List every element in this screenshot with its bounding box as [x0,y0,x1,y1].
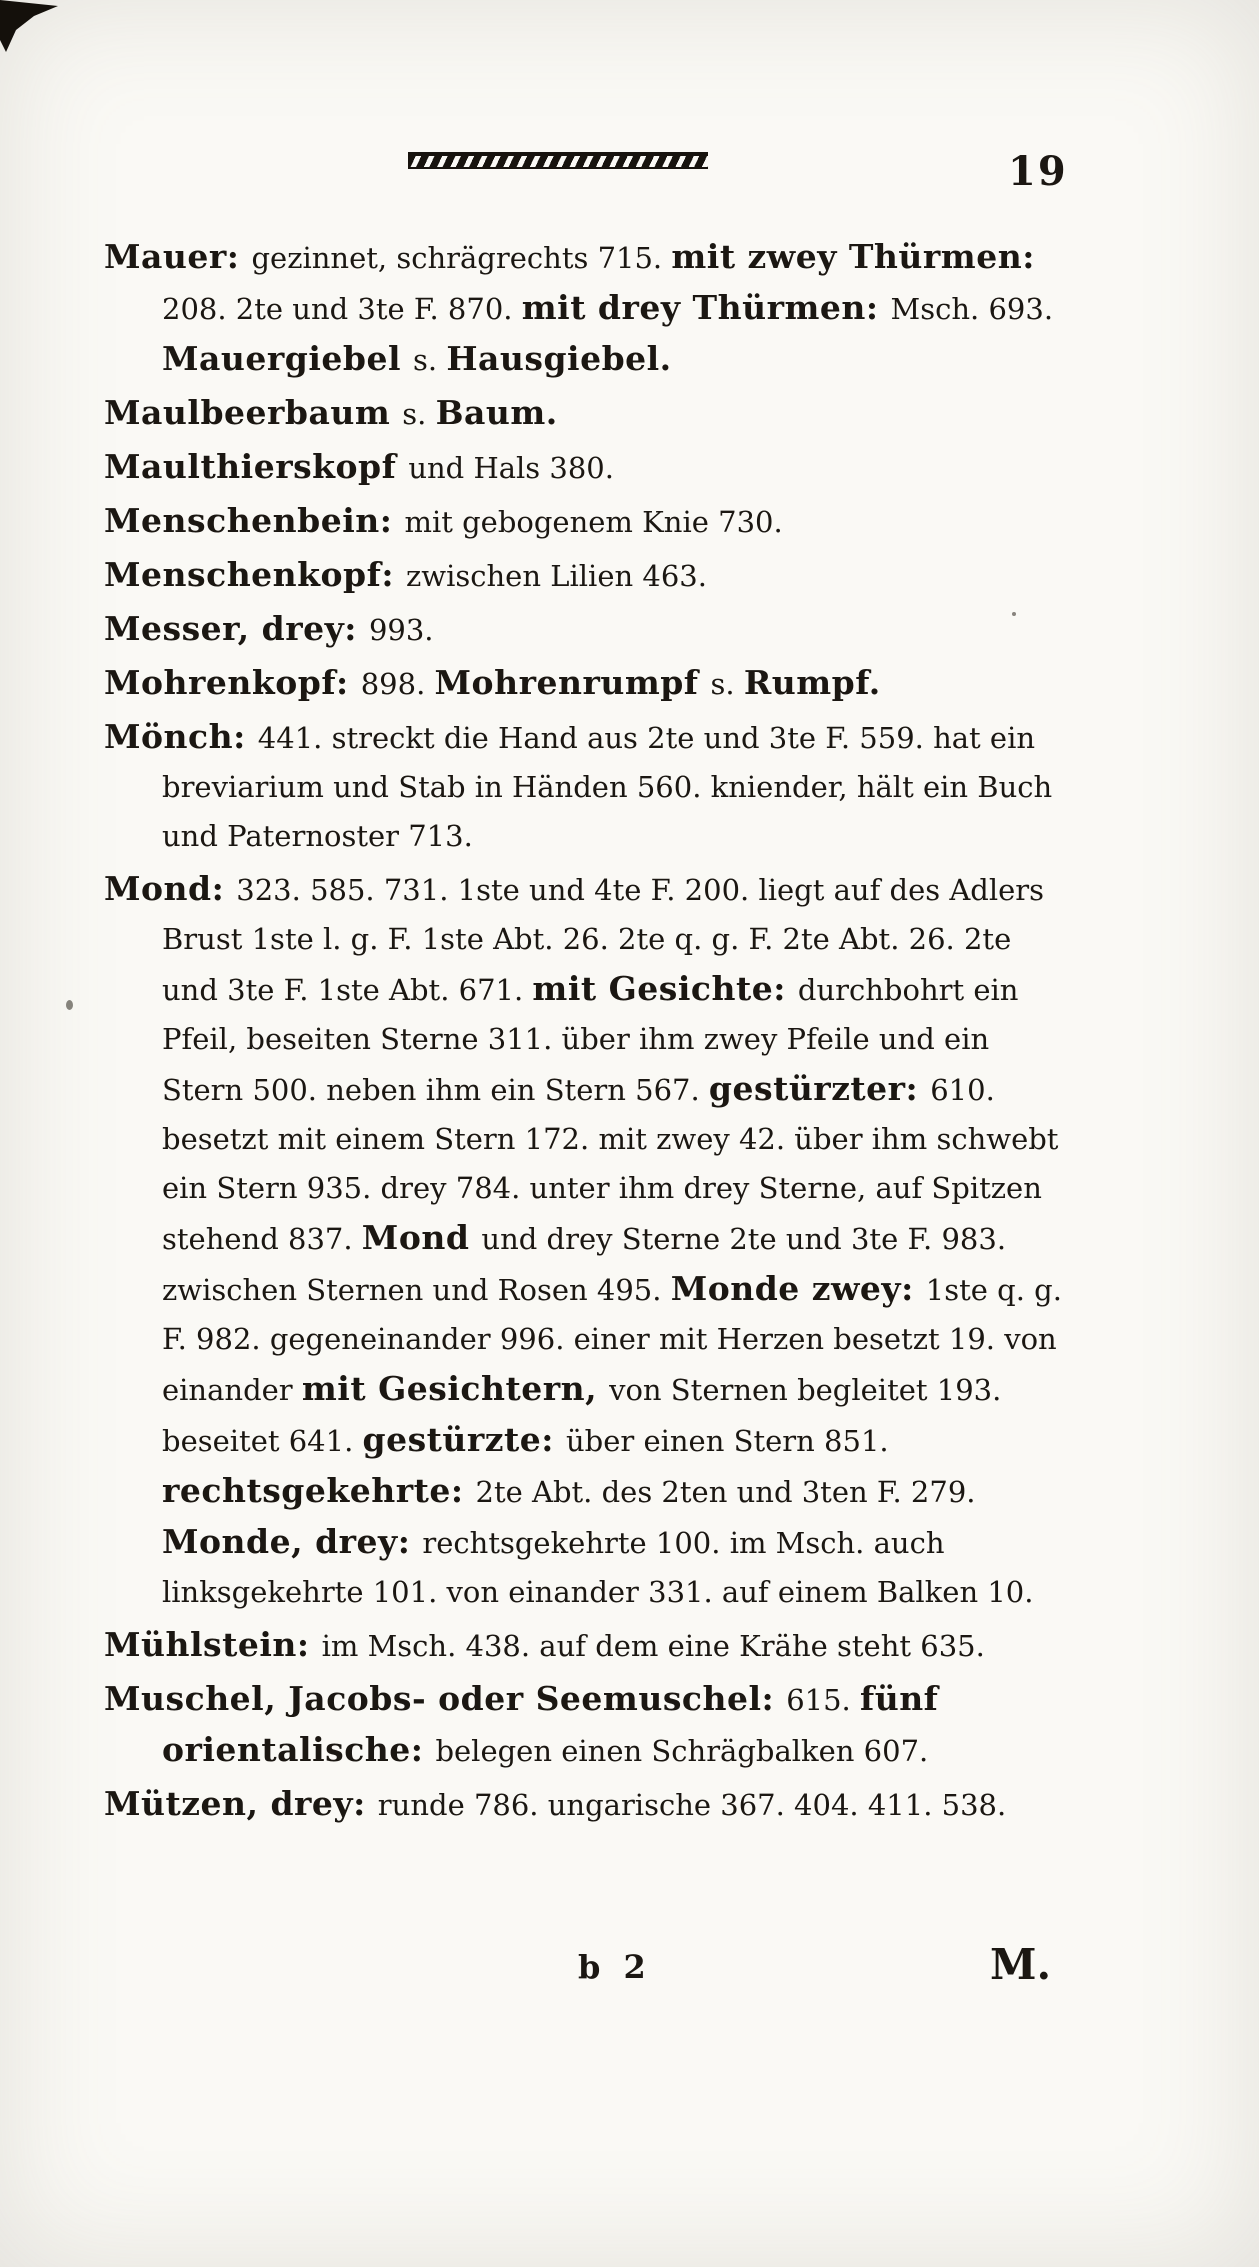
headword: Mauergiebel [162,339,413,378]
headword: Mönch: [104,717,258,756]
index-entry [104,658,1066,709]
headword: Rumpf. [743,663,881,702]
headword: Maulbeerbaum [104,393,403,432]
headword: Muschel, Jacobs- oder Seemuschel: [104,1679,787,1718]
headword: Messer, drey: [104,609,369,648]
headword: gestürzte: [362,1420,566,1459]
headword: mit zwey Thürmen: [671,237,1035,276]
ink-speck [66,1000,73,1010]
page-number: 19 [1008,148,1068,195]
catchword: M. [990,1940,1052,1989]
headword: Menschenbein: [104,501,405,540]
entry-text: 615. [786,1683,860,1717]
entry-text: 2te Abt. des 2ten und 3ten F. 279. [475,1475,976,1509]
entry-text: durchbohrt ein Pfeil, beseiten Sterne 311. über ihm zwey Pfeile und ein Stern 500. neben ihm ein Stern 567. [162,973,1019,1107]
headword: mit Gesichtern, [301,1369,610,1408]
index-entry [104,1779,1066,1830]
print-artifact [0,0,70,60]
entry-text: belegen einen Schrägbalken 607. [435,1734,929,1768]
entry-text: von Sternen begleitet 193. beseitet 641. [162,1373,1002,1458]
entry-text: über einen Stern 851. [565,1424,889,1458]
headword: Monde zwey: [670,1269,926,1308]
entry-text: Msch. 693. [890,292,1054,326]
signature-mark: b 2 [578,1948,652,1986]
index-entry [104,1674,1066,1776]
entry-text: s. [413,343,447,377]
entry-text: 993. [368,613,434,647]
headword: Mohrenkopf: [104,663,361,702]
headword: Maulthierskopf [104,447,409,486]
entry-text: s. [710,667,744,701]
index-entry [104,604,1066,655]
headword: Hausgiebel. [446,339,672,378]
headword: Mond [361,1218,482,1257]
headword: Baum. [435,393,558,432]
entry-text: 610. besetzt mit einem Stern 172. mit zwey 42. über ihm schwebt ein Stern 935. drey 784. unter ihm drey Sterne, auf Spitzen stehend 837. [162,1073,1059,1256]
entry-text: 208. 2te und 3te F. 870. [162,292,522,326]
headword: mit drey Thürmen: [521,288,891,327]
headword: Menschenkopf: [104,555,406,594]
headword: Mützen, drey: [104,1784,378,1823]
headword: Mond: [104,869,237,908]
entry-text: gezinnet, schrägrechts 715. [251,241,672,275]
headword: mit Gesichte: [532,969,798,1008]
entry-text: 441. streckt die Hand aus 2te und 3te F. 559. hat ein breviarium und Stab in Händen 560. kniender, hält ein Buch und Paternoster 713. [162,721,1053,853]
index-entry [104,496,1066,547]
index-entry [104,864,1066,1617]
entry-text: 1ste q. g. F. 982. gegeneinander 996. einer mit Herzen besetzt 19. von einander [162,1273,1062,1407]
entry-text: runde 786. ungarische 367. 404. 411. 538. [377,1788,1007,1822]
headword: gestürzter: [708,1069,931,1108]
index-entry [104,442,1066,493]
index-entry [104,712,1066,861]
headword: rechtsgekehrte: [162,1471,476,1510]
index-entry [104,232,1066,385]
entry-text: rechtsgekehrte 100. im Msch. auch linksgekehrte 101. von einander 331. auf einem Balken 10. [162,1526,1034,1609]
headword: Mohrenrumpf [434,663,711,702]
index-entry [104,388,1066,439]
index-entry [104,550,1066,601]
entry-text: 898. [360,667,435,701]
entry-text: mit gebogenem Knie 730. [404,505,783,539]
headword: fünf orientalische: [162,1679,939,1769]
entry-text: zwischen Lilien 463. [406,559,707,593]
headword: Mühlstein: [104,1625,322,1664]
ink-speck [1012,612,1016,616]
entry-text: und Hals 380. [408,451,614,485]
entry-text: 323. 585. 731. 1ste und 4te F. 200. liegt auf des Adlers Brust 1ste l. g. F. 1ste Abt. 26. 2te q. g. F. 2te Abt. 26. 2te und 3te F. 1ste Abt. 671. [162,873,1045,1007]
headword: Monde, drey: [162,1522,423,1561]
headword: Mauer: [104,237,252,276]
entry-text: s. [402,397,436,431]
entry-text: im Msch. 438. auf dem eine Krähe steht 635. [321,1629,985,1663]
index-entries [104,232,1066,1833]
entry-text: und drey Sterne 2te und 3te F. 983. zwischen Sternen und Rosen 495. [162,1222,1007,1307]
section-divider-ornament [408,152,708,169]
index-entry [104,1620,1066,1671]
